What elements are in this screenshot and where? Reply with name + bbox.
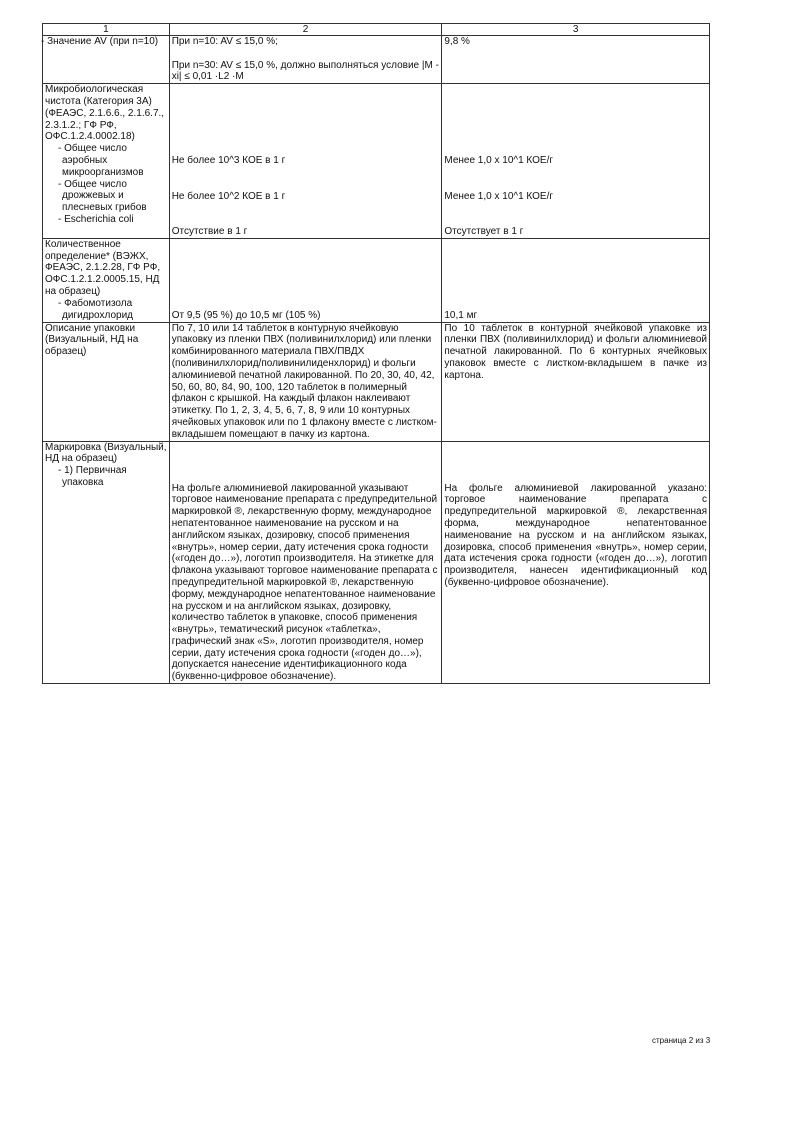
micro-item-result: Менее 1,0 х 10^1 КОЕ/г [444,155,554,167]
header-col-3: 3 [442,24,710,36]
table-row-marking [43,441,710,684]
quant-requirement-cell [169,238,442,322]
av-requirement [169,36,442,84]
table-row-av [43,36,710,84]
specification-table [42,23,710,684]
marking-requirement: На фольге алюминиевой лакированной указывают торговое наименование препарата с предупредительной маркировкой ®, лекарственную форму, международное непатентованное наименование на русском и на английском языках, дозировку, способ применения «внутрь», номер серии, дату истечения срока годности («годен до…»), логотип производителя. На этикетке для флакона указывают торговое наименование препарата с предупредительной маркировкой ®, лекарственную форму, международное непатентованное наименование на русском и на английском языках, дозировку, количество таблеток в упаковке, способ применения «внутрь», тематический рисунок «таблетка», графический знак «S», логотип производителя, номер серии, дату истечения срока годности («годен до…»), допускается нанесение идентификационного кода (буквенно-цифровое обозначение). [171,482,438,683]
quant-title: Количественное определение* (ВЭЖХ, ФЕАЭС, 2.1.2.28, ГФ РФ, ОФС.1.2.1.2.0005.15, НД на образец) [45,238,161,297]
micro-item-result: Менее 1,0 х 10^1 КОЕ/г [444,190,554,202]
quant-item-name: - Фабомотизола дигидрохлорид [58,297,133,321]
quant-cell [43,238,170,322]
av-requirement-n10: При n=10: AV ≤ 15,0 %; [171,36,278,47]
micro-requirements [169,84,442,239]
marking-item-name: - 1) Первичная упаковка [58,465,127,488]
quant-result: 10,1 мг [444,309,478,321]
quant-requirement: От 9,5 (95 %) до 10,5 мг (105 %) [171,309,321,321]
table-header-row [43,24,710,36]
av-result: 9,8 % [442,36,710,84]
micro-item-req: Отсутствие в 1 г [171,225,248,237]
av-name: - Значение AV (при n=10) [43,36,170,84]
header-col-2: 2 [169,24,442,36]
marking-cell [43,441,170,684]
micro-results [442,84,710,239]
marking-requirement-cell [169,441,442,684]
package-name: Описание упаковки (Визуальный, НД на образец) [43,322,170,441]
marking-result-cell [442,441,710,684]
marking-result: На фольге алюминиевой лакированной указано: торговое наименование препарата с предупредительной маркировкой ®, лекарственная форма, международное непатентованное наименование на русском и на английском языках, дозировка, способ применения «внутрь», номер серии, дата истечения срока годности («годен до…»), логотип производителя, нанесен идентификационный код (буквенно-цифровое обозначение). [444,482,707,588]
table-row-package [43,322,710,441]
micro-item-name: - Общее число дрожжевых и плесневых грибов [58,178,147,214]
marking-title: Маркировка (Визуальный, НД на образец) [45,441,167,465]
page-number: страница 2 из 3 [652,1036,711,1045]
micro-item-req: Не более 10^3 КОЕ в 1 г [171,155,286,167]
micro-item-name: - Общее число аэробных микроорганизмов [58,143,144,178]
quant-result-cell [442,238,710,322]
header-col-1: 1 [43,24,170,36]
micro-item-result: Отсутствует в 1 г [444,225,524,237]
av-requirement-n30: При n=30: AV ≤ 15,0 %, должно выполняться условие |M - xi| ≤ 0,01 ·L2 ·M [171,59,439,83]
package-result: По 10 таблеток в контурной ячейковой упаковке из пленки ПВХ (поливинилхлорид) и фольги алюминиевой печатной лакированной. По 6 контурных ячейковых упаковок вместе с листком-вкладышем в пачке из картона. [442,322,710,441]
table-row-micro [43,84,710,239]
micro-title: Микробиологическая чистота (Категория 3А) (ФЕАЭС, 2.1.6.6., 2.1.6.7., 2.3.1.2.; ГФ РФ, ОФС.1.2.4.0002.18) [45,84,165,143]
micro-cell [43,84,170,239]
micro-item-name: - Escherichia coli [58,213,134,225]
table-row-quant [43,238,710,322]
micro-item-req: Не более 10^2 КОЕ в 1 г [171,190,286,202]
package-requirement: По 7, 10 или 14 таблеток в контурную ячейковую упаковку из пленки ПВХ (поливинилхлорид) или пленки комбинированного материала ПВХ/ПВДХ (поливинилхлорид/поливинилиденхлорид) и фольги алюминиевой печатной лакированной. По 20, 30, 40, 42, 50, 60, 80, 84, 90, 100, 120 таблеток в полимерный флакон с крышкой. На каждый флакон наклеивают этикетку. По 1, 2, 3, 4, 5, 6, 7, 8, 9 или 10 контурных ячейковых упаковок или по 1 флакону вместе с листком-вкладышем помещают в пачку из картона. [169,322,442,441]
